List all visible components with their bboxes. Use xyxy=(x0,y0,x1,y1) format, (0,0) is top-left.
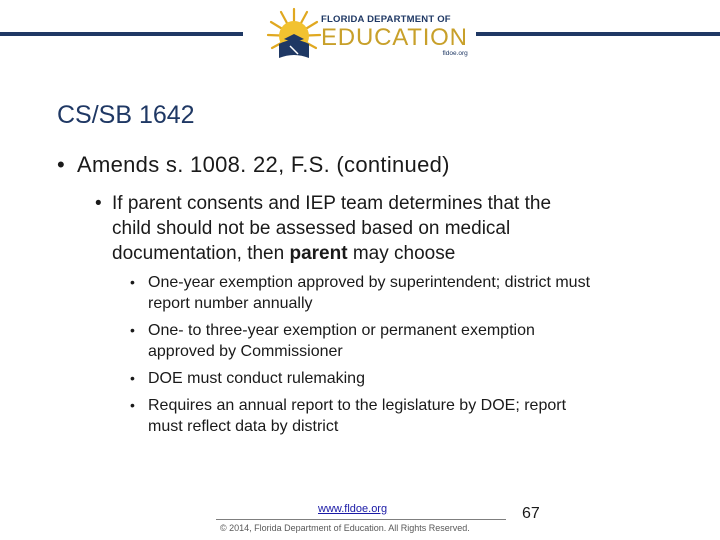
emphasis-parent: parent xyxy=(289,243,348,264)
footer-website-link[interactable]: www.fldoe.org xyxy=(318,503,388,515)
bullet-dot-icon: • xyxy=(130,274,135,290)
sub-bullet-1-line2: report number annually xyxy=(148,295,313,312)
header-rule-right xyxy=(476,32,720,36)
sub-bullet-2-text xyxy=(148,320,535,362)
sunburst-emblem-icon xyxy=(266,6,322,64)
bullet-level2-text xyxy=(112,191,551,266)
logo-line-education: EDUCATION xyxy=(321,24,468,51)
bullet-dot-icon: • xyxy=(95,193,102,214)
footer-divider xyxy=(216,519,506,520)
fldoe-logo xyxy=(266,6,468,64)
sub-bullet-3-line1: DOE must conduct rulemaking xyxy=(148,370,365,387)
bullet-level2-line3 xyxy=(112,241,551,266)
sub-bullet-4-line1: Requires an annual report to the legislature by DOE; report xyxy=(148,397,567,414)
sub-bullet-2-line1: One- to three-year exemption or permanent exemption xyxy=(148,322,535,339)
footer-copyright: © 2014, Florida Department of Education. All Rights Reserved. xyxy=(220,523,470,533)
logo-line-site: fldoe.org xyxy=(442,50,468,57)
bullet-dot-icon: • xyxy=(57,152,66,177)
sub-bullet-2-line2: approved by Commissioner xyxy=(148,343,343,360)
sub-bullet-1-text xyxy=(148,272,590,314)
sub-bullet-4-text xyxy=(148,395,566,437)
logo-line-department: FLORIDA DEPARTMENT OF xyxy=(321,14,451,25)
page-number: 67 xyxy=(522,505,540,522)
line3-post: may choose xyxy=(347,243,456,264)
bullet-dot-icon: • xyxy=(130,322,135,338)
sub-bullet-3-text xyxy=(148,368,365,389)
line3-pre: documentation, then xyxy=(112,243,290,264)
bullet-level2-line1: If parent consents and IEP team determines that the xyxy=(112,193,552,214)
bullet-level1-text: Amends s. 1008. 22, F.S. (continued) xyxy=(77,152,450,177)
bullet-dot-icon: • xyxy=(130,370,135,386)
bullet-level2-line2: child should not be assessed based on medical xyxy=(112,218,511,239)
header-rule-left xyxy=(0,32,243,36)
logo-wordmark xyxy=(321,14,468,57)
sub-bullet-4-line2: must reflect data by district xyxy=(148,418,339,435)
sub-bullet-1-line1: One-year exemption approved by superintendent; district must xyxy=(148,274,591,291)
slide-title: CS/SB 1642 xyxy=(57,101,195,129)
bullet-dot-icon: • xyxy=(130,397,135,413)
